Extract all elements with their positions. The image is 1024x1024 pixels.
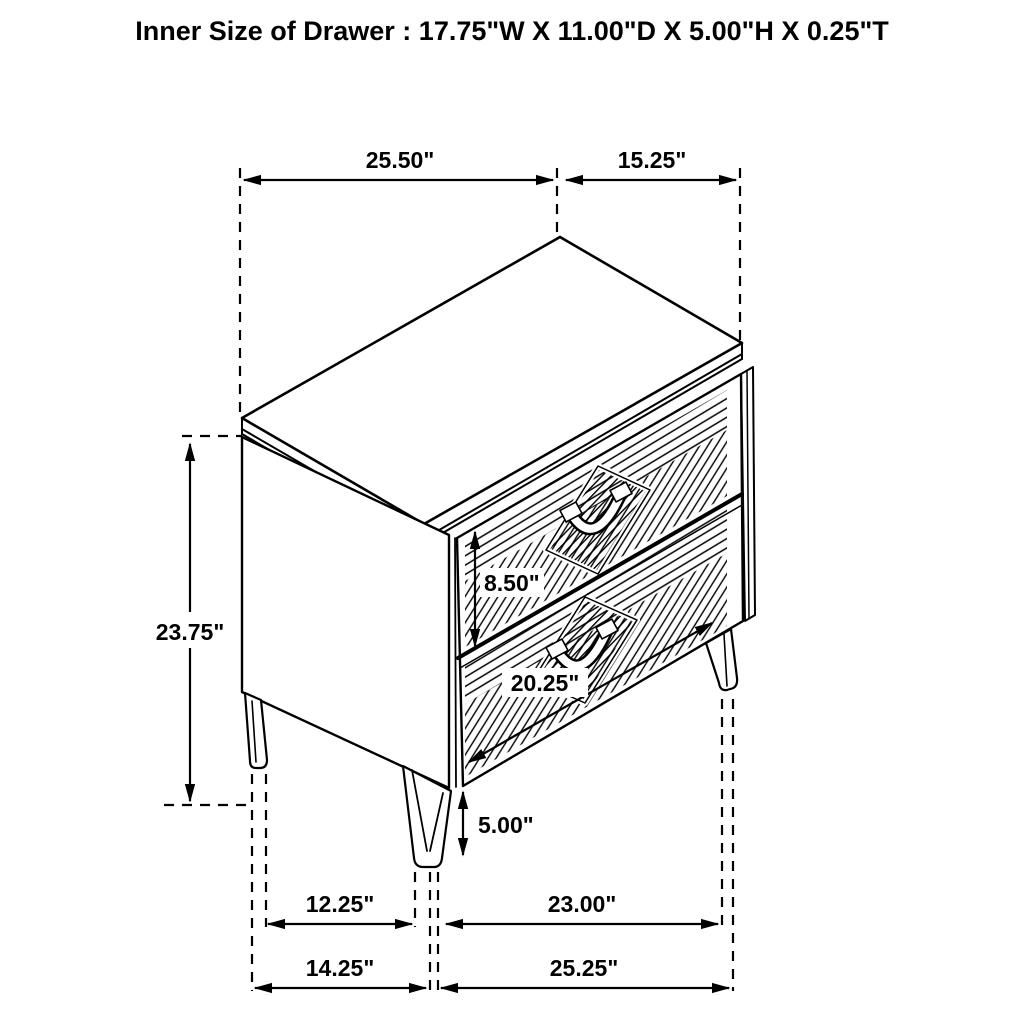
- nightstand-drawing: [242, 237, 755, 867]
- dim-overall-height: [146, 444, 234, 801]
- dim-drawer-front-width-label: 20.25": [510, 670, 580, 696]
- diagram-title: Inner Size of Drawer : 17.75"W X 11.00"D X 5.00"H X 0.25"T: [135, 16, 889, 46]
- dim-feet-width-inner-label: 23.00": [547, 891, 617, 917]
- dim-overall-height-label: 23.75": [155, 619, 225, 645]
- dim-top-width-label: 25.50": [365, 147, 435, 173]
- dim-feet-depth-inner: [268, 891, 412, 924]
- dim-top-depth: [566, 147, 736, 180]
- dim-drawer-front-height-label: 8.50": [484, 570, 540, 596]
- dim-top-width: [244, 147, 553, 180]
- dim-leg-height-label: 5.00": [478, 812, 534, 838]
- dim-base-depth-outer-label: 14.25": [305, 955, 375, 981]
- dim-base-width-outer-label: 25.25": [549, 955, 619, 981]
- dim-leg-height: [463, 792, 536, 855]
- dim-feet-depth-inner-label: 12.25": [305, 891, 375, 917]
- dim-feet-width-inner: [446, 891, 718, 924]
- dim-base-width-outer: [441, 955, 729, 988]
- dim-top-depth-label: 15.25": [617, 147, 687, 173]
- back-left-leg: [245, 693, 267, 768]
- dim-base-depth-outer: [255, 955, 426, 988]
